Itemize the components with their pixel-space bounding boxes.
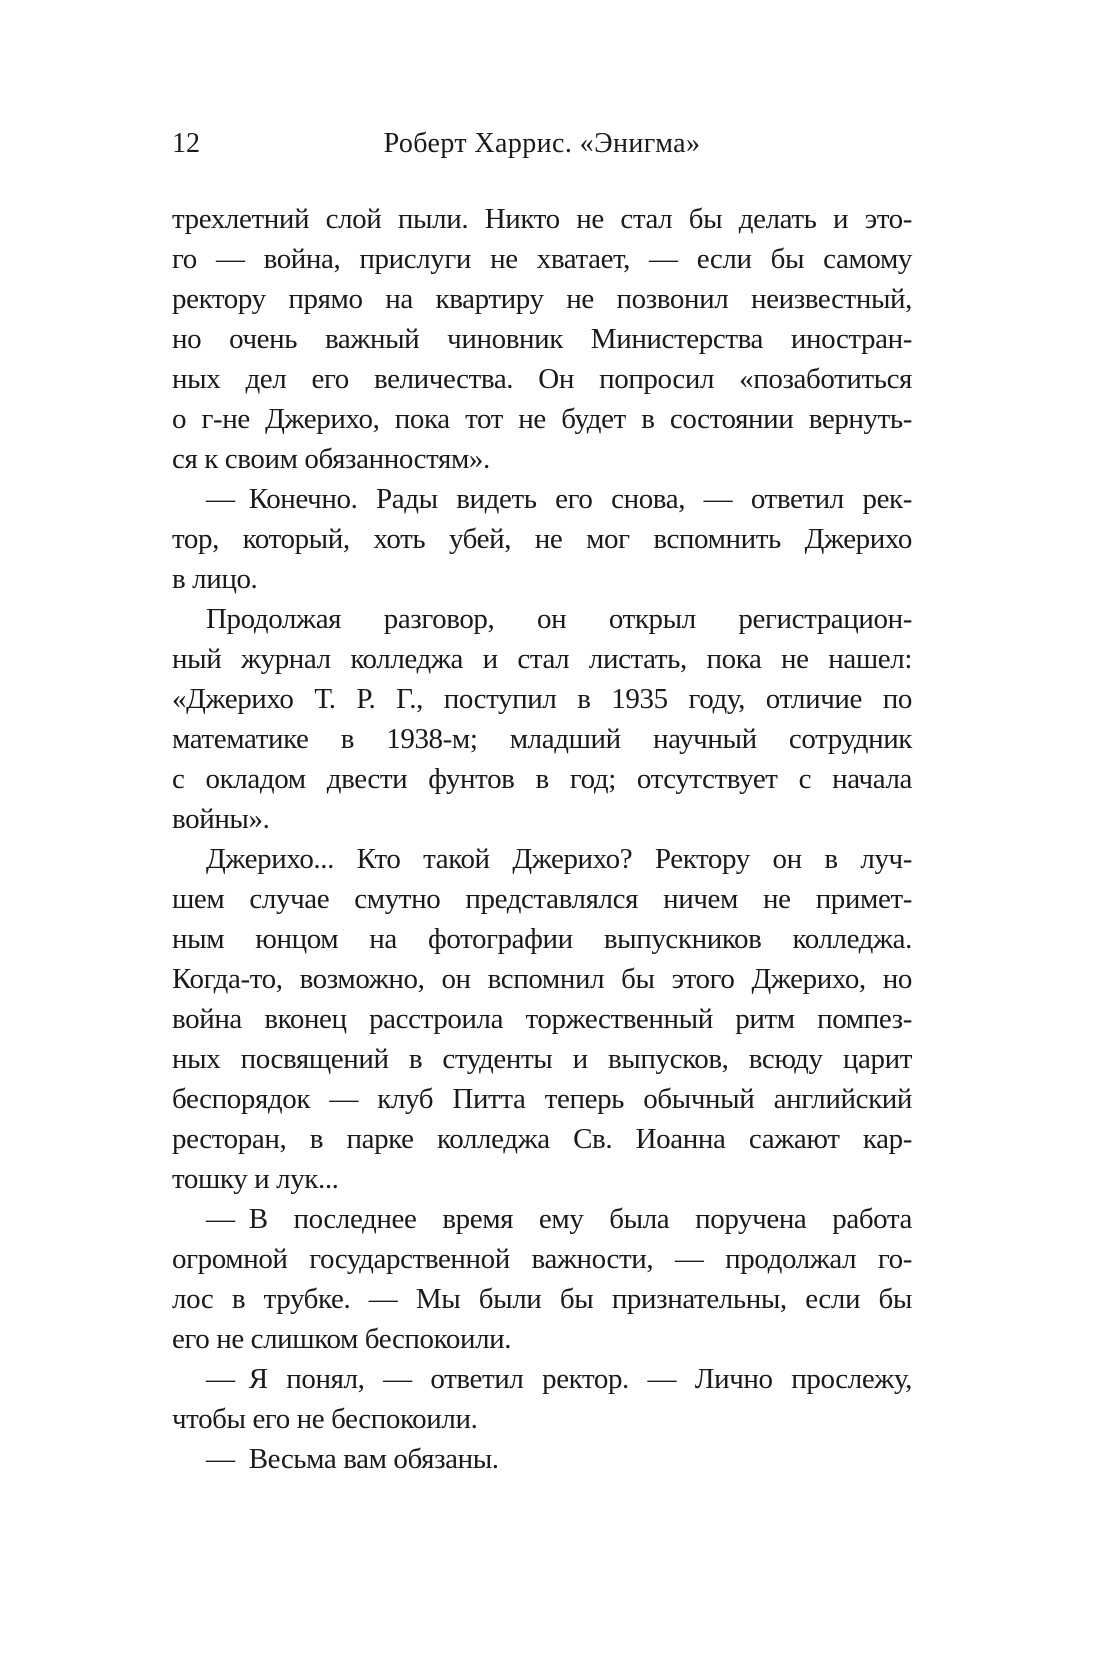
text-line: — Весьма вам обязаны.: [206, 1443, 499, 1475]
body-text: [172, 199, 912, 1479]
text-line: — Я понял, — ответил ректор. — Лично прослежу,: [206, 1363, 912, 1395]
text-line: Когда-то, возможно, он вспомнил бы этого Джерихо, но: [172, 963, 912, 995]
text-line: ный журнал колледжа и стал листать, пока не нашел:: [172, 643, 912, 675]
text-line: тор, который, хоть убей, не мог вспомнить Джерихо: [172, 523, 912, 555]
text-line: ся к своим обязанностям».: [172, 443, 490, 475]
running-header: [172, 126, 912, 162]
page-number: 12: [172, 128, 200, 159]
text-line: «Джерихо Т. Р. Г., поступил в 1935 году, отличие по: [172, 683, 912, 715]
running-header-title: Роберт Харрис. «Энигма»: [383, 128, 701, 159]
text-line: ресторан, в парке колледжа Св. Иоанна сажают кар-: [172, 1123, 912, 1155]
text-line: ректору прямо на квартиру не позвонил неизвестный,: [172, 283, 912, 315]
text-line: чтобы его не беспокоили.: [172, 1403, 478, 1435]
text-line: с окладом двести фунтов в год; отсутствует с начала: [172, 763, 912, 795]
text-line: Продолжая разговор, он открыл регистрацион-: [206, 603, 912, 635]
text-line: но очень важный чиновник Министерства иностран-: [172, 323, 912, 355]
text-line: лос в трубке. — Мы были бы признательны, если бы: [172, 1283, 912, 1315]
text-line: трехлетний слой пыли. Никто не стал бы делать и это-: [172, 203, 912, 235]
text-line: ных посвящений в студенты и выпусков, всюду царит: [172, 1043, 912, 1075]
text-line: го — война, прислуги не хватает, — если бы самому: [172, 243, 912, 275]
text-line: Джерихо... Кто такой Джерихо? Ректору он в луч-: [206, 843, 912, 875]
text-line: математике в 1938-м; младший научный сотрудник: [172, 723, 912, 755]
text-line: беспорядок — клуб Питта теперь обычный английский: [172, 1083, 912, 1115]
text-line: войны».: [172, 803, 270, 835]
text-line: в лицо.: [172, 563, 258, 595]
text-line: война вконец расстроила торжественный ритм помпез-: [172, 1003, 912, 1035]
text-line: его не слишком беспокоили.: [172, 1323, 512, 1355]
text-line: ным юнцом на фотографии выпускников колледжа.: [172, 923, 912, 955]
text-line: тошку и лук...: [172, 1163, 339, 1195]
text-line: — Конечно. Рады видеть его снова, — ответил рек-: [206, 483, 912, 515]
text-line: ных дел его величества. Он попросил «позаботиться: [172, 363, 912, 395]
text-line: о г-не Джерихо, пока тот не будет в состоянии вернуть-: [172, 403, 912, 435]
text-line: огромной государственной важности, — продолжал го-: [172, 1243, 912, 1275]
text-line: — В последнее время ему была поручена работа: [206, 1203, 912, 1235]
text-line: шем случае смутно представлялся ничем не примет-: [172, 883, 912, 915]
